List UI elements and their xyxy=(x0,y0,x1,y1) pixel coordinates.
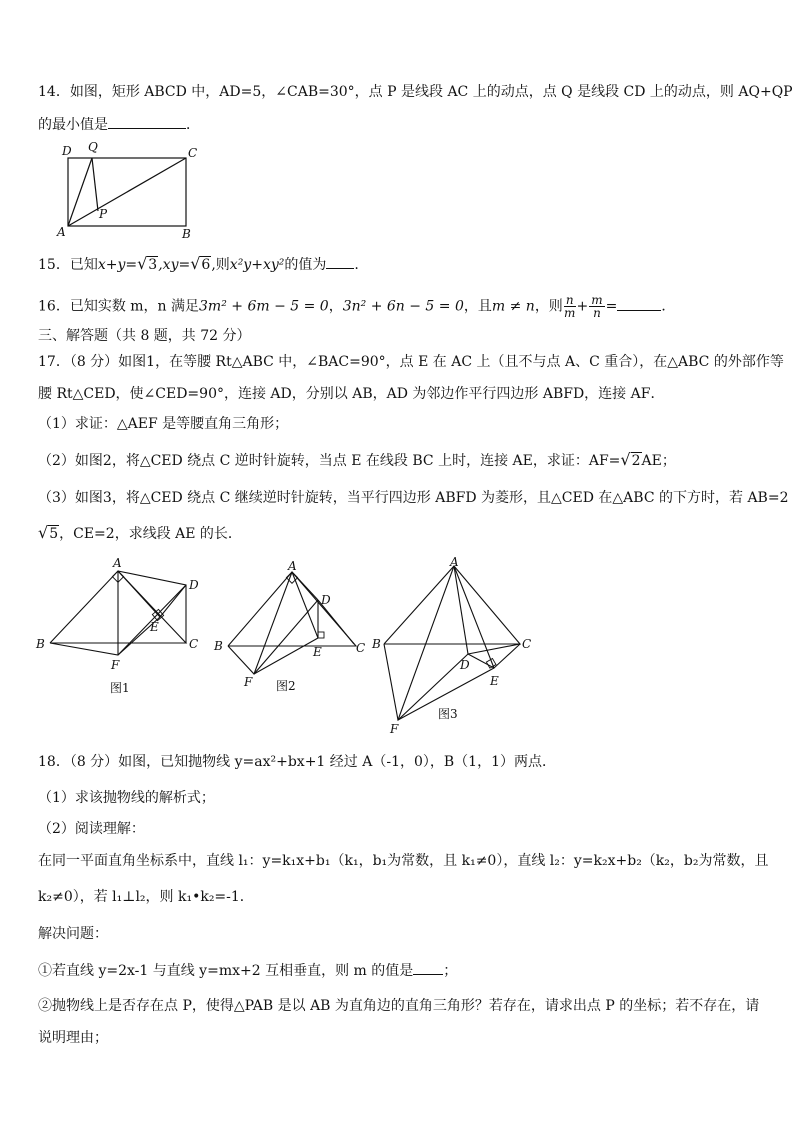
q15-end: . xyxy=(354,257,359,273)
fig1-caption: 图1 xyxy=(110,681,130,695)
label-a: A xyxy=(57,225,66,239)
q16-cond: m ≠ n xyxy=(491,298,535,315)
q17-part3-line1: （3）如图3，将△CED 绕点 C 继续逆时针旋转，当平行四边形 ABFD 为菱形，且△CED 在△ABC 的下方时，若 AB=2 xyxy=(38,490,789,506)
label-q: Q xyxy=(88,140,98,154)
label-p: P xyxy=(99,207,108,221)
q16-eq1: 3m² + 6m − 5 = 0 xyxy=(199,298,329,315)
q14-text: 的最小值是 xyxy=(38,117,108,133)
q15-line xyxy=(38,254,359,275)
q17-line1: 17．（8 分）如图1，在等腰 Rt△ABC 中，∠BAC=90°，点 E 在 AC 上（且不与点 A、C 重合），在△ABC 的外部作等 xyxy=(38,354,784,370)
q14-line2 xyxy=(38,114,200,135)
fig2-caption: 图2 xyxy=(276,679,296,693)
q15-answer-blank xyxy=(326,254,354,269)
q18-sub2-line1: ②抛物线上是否存在点 P，使得△PAB 是以 AB 为直角边的直角三角形？若存在，请求出点 P 的坐标；若不存在，请 xyxy=(38,998,760,1014)
q14-line1: 14．如图，矩形 ABCD 中，AD=5，∠CAB=30°，点 P 是线段 AC 上的动点，点 Q 是线段 CD 上的动点，则 AQ+QP xyxy=(38,84,793,100)
q18-part1: （1）求该抛物线的解析式； xyxy=(38,790,215,806)
q17-part1: （1）求证：△AEF 是等腰直角三角形； xyxy=(38,416,289,432)
q16-answer-blank xyxy=(617,296,661,311)
fig2-label-b: B xyxy=(214,639,223,653)
q16-line: 16．已知实数 m，n 满足3m² + 6m − 5 = 0，3n² + 6n − 5 = 0，且m ≠ n，则 $\frac{n}{m}$ + $\frac{m}{n}$ = ． xyxy=(38,293,676,320)
fig2-label-a: A xyxy=(288,560,297,573)
q17-figure2 xyxy=(210,560,375,700)
sqrt-2: √2 xyxy=(620,450,641,469)
fig1-label-d: D xyxy=(189,578,199,592)
q15-pre: 15．已知 xyxy=(38,257,98,273)
q18-answer-blank xyxy=(413,960,443,975)
fig2-label-e: E xyxy=(313,645,322,659)
q17-figure3 xyxy=(370,556,540,738)
frac-n-over-m: $\frac{n}{m}$ xyxy=(563,293,576,320)
q14-answer-blank xyxy=(108,114,186,129)
section-heading: 三、解答题（共 8 题，共 72 分） xyxy=(38,328,251,344)
q15-expr2: ,xy= xyxy=(158,257,191,273)
sqrt-6: √6 xyxy=(190,254,211,273)
fig2-label-f: F xyxy=(244,675,253,689)
fig3-label-b: B xyxy=(372,637,381,651)
q14-end: ． xyxy=(186,117,200,133)
q18-solve-heading: 解决问题： xyxy=(38,926,108,942)
q17-line2: 腰 Rt△CED，使∠CED=90°，连接 AD，分别以 AB，AD 为邻边作平行四边形 ABFD，连接 AF． xyxy=(38,386,665,402)
q18-sub2-line2: 说明理由； xyxy=(38,1030,108,1046)
fig3-label-d: D xyxy=(460,658,470,672)
q18-part2: （2）阅读理解： xyxy=(38,821,145,837)
fig3-label-a: A xyxy=(450,556,459,569)
sqrt-5: √5 xyxy=(38,523,59,542)
q17-part2: （2）如图2，将△CED 绕点 C 逆时针旋转，当点 E 在线段 BC 上时，连接 AE，求证：AF=√2AE； xyxy=(38,450,676,469)
fig1-label-e: E xyxy=(150,620,159,634)
label-d: D xyxy=(62,144,72,158)
q18-read2: k₂≠0），若 l₁⊥l₂，则 k₁•k₂=-1． xyxy=(38,889,254,905)
fig3-label-c: C xyxy=(522,637,532,651)
fig2-label-d: D xyxy=(321,593,331,607)
q16-pre: 16．已知实数 m，n 满足 xyxy=(38,298,200,315)
fig2-label-c: C xyxy=(356,641,366,655)
q16-eq2: 3n² + 6n − 5 = 0 xyxy=(342,298,464,315)
fig3-label-e: E xyxy=(490,674,499,688)
q17-part3-line2: √5，CE=2，求线段 AE 的长． xyxy=(38,523,242,542)
q18-line1: 18．（8 分）如图，已知抛物线 y=ax²+bx+1 经过 A（-1，0），B（1，1）两点． xyxy=(38,754,556,770)
q15-post2: 的值为 xyxy=(284,257,327,273)
q17-figure1 xyxy=(34,555,209,700)
fig1-label-b: B xyxy=(36,637,45,651)
segment-qp xyxy=(92,158,98,211)
diagonal-ac xyxy=(68,158,186,226)
fig3-label-f: F xyxy=(390,722,399,736)
segment-aq xyxy=(68,158,92,226)
fig1-label-a: A xyxy=(113,556,122,570)
fig1-label-c: C xyxy=(189,637,199,651)
sqrt-3: √3 xyxy=(137,254,158,273)
q15-expr1: x+y= xyxy=(97,257,138,273)
label-b: B xyxy=(182,227,191,240)
q14-figure xyxy=(52,140,212,240)
q18-sub1: ①若直线 y=2x-1 与直线 y=mx+2 互相垂直，则 m 的值是 ； xyxy=(38,960,457,981)
q15-expr3: x²y+xy² xyxy=(229,257,285,273)
fig1-label-f: F xyxy=(111,658,120,672)
label-c: C xyxy=(188,146,198,160)
q18-read1: 在同一平面直角坐标系中，直线 l₁：y=k₁x+b₁（k₁，b₁为常数，且 k₁≠0），直线 l₂：y=k₂x+b₂（k₂，b₂为常数，且 xyxy=(38,853,769,869)
fig3-caption: 图3 xyxy=(438,707,458,721)
q15-post: ,则 xyxy=(211,257,230,273)
frac-m-over-n: $\frac{m}{n}$ xyxy=(591,293,603,320)
